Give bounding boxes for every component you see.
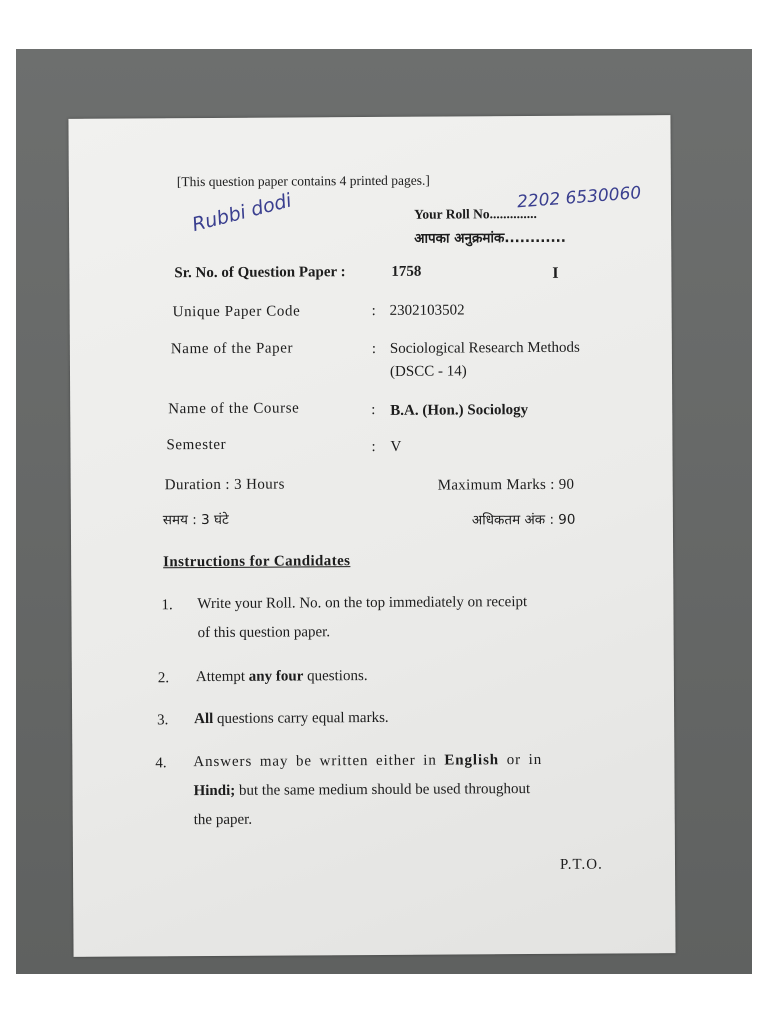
pages-note: [This question paper contains 4 printed pages.] (176, 172, 430, 190)
instruction-1 (197, 587, 627, 648)
instruction-1-line2: of this question paper. (197, 624, 331, 642)
maximum-marks: Maximum Marks : 90 (437, 476, 575, 494)
duration: Duration : 3 Hours (164, 476, 285, 494)
course-name-label: Name of the Course (168, 400, 300, 418)
set-mark: I (552, 264, 559, 282)
instruction-4-line3: the paper. (193, 811, 253, 829)
instructions-heading: Instructions for Candidates (163, 553, 351, 571)
duration-hindi: समय : 3 घंटे (162, 511, 229, 529)
roll-number-label-hindi: आपका अनुक्रमांक............ (414, 229, 566, 247)
roll-number-value: 2202 6530060 (516, 183, 642, 213)
instruction-2 (196, 660, 626, 692)
instruction-3 (194, 702, 624, 734)
course-name-value: B.A. (Hon.) Sociology (390, 402, 529, 419)
instruction-2-bold: any four (248, 668, 304, 685)
instruction-number: 3. (157, 712, 169, 729)
instruction-4 (193, 745, 624, 835)
semester-label: Semester (166, 436, 227, 454)
instruction-2-post: questions. (303, 668, 368, 685)
colon: : (371, 302, 376, 319)
serial-number-value: 1758 (391, 263, 422, 280)
instruction-3-post: questions carry equal marks. (213, 709, 389, 727)
colon: : (371, 438, 376, 456)
instruction-2-pre: Attempt (195, 668, 249, 686)
colon: : (371, 340, 377, 357)
paper-name-value-line2: (DSCC - 14) (389, 363, 467, 380)
instruction-1-line1: Write your Roll. No. on the top immediately on receipt (197, 594, 528, 613)
photo-background (16, 49, 752, 974)
instruction-3-bold: All (194, 710, 214, 728)
instruction-number: 4. (155, 755, 167, 772)
instruction-number: 1. (161, 597, 173, 614)
semester-value: V (390, 438, 402, 455)
unique-paper-code-value: 2302103502 (389, 302, 465, 319)
colon: : (371, 401, 376, 419)
paper-name-label: Name of the Paper (170, 340, 294, 358)
maximum-marks-hindi: अधिकतम अंक : 90 (471, 511, 576, 529)
question-paper-sheet (68, 115, 675, 957)
signature: Rubbi dodi (189, 189, 294, 237)
unique-paper-code-label: Unique Paper Code (172, 303, 301, 321)
instruction-number: 2. (157, 670, 170, 687)
roll-number-label: Your Roll No.............. (413, 205, 537, 222)
pto: P.T.O. (559, 856, 603, 873)
serial-number-label: Sr. No. of Question Paper : (174, 264, 346, 282)
instruction-4-line2: Hindi; but the same medium should be used throughout (193, 781, 531, 800)
instruction-4-line1: Answers may be written either in English or in (193, 751, 543, 771)
paper-name-value-line1: Sociological Research Methods (389, 339, 580, 357)
